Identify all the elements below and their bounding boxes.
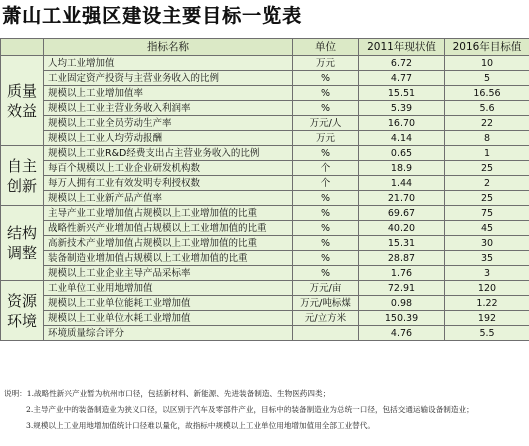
table-body <box>1 56 529 341</box>
notes <box>4 386 526 434</box>
unit-cell: % <box>293 266 359 281</box>
value-2011: 0.98 <box>359 296 445 311</box>
unit-cell: % <box>293 251 359 266</box>
value-2016: 5.6 <box>445 101 529 116</box>
value-2016: 5.5 <box>445 326 529 341</box>
unit-cell: % <box>293 206 359 221</box>
value-2011: 1.76 <box>359 266 445 281</box>
indicator-name: 每万人拥有工业有效发明专利授权数 <box>44 176 293 191</box>
table-row <box>1 86 529 101</box>
unit-cell: 万元 <box>293 131 359 146</box>
category-cell <box>1 56 44 146</box>
header-row <box>1 39 529 56</box>
table-row <box>1 101 529 116</box>
value-2011: 28.87 <box>359 251 445 266</box>
indicator-name: 每百个规模以上工业企业研发机构数 <box>44 161 293 176</box>
indicator-name: 装备制造业增加值占规模以上工业增加值的比重 <box>44 251 293 266</box>
value-2016: 16.56 <box>445 86 529 101</box>
indicator-name: 规模以上工业主营业务收入利润率 <box>44 101 293 116</box>
value-2016: 75 <box>445 206 529 221</box>
value-2016: 5 <box>445 71 529 86</box>
table-row <box>1 131 529 146</box>
value-2011: 4.76 <box>359 326 445 341</box>
value-2011: 18.9 <box>359 161 445 176</box>
category-line: 结构 <box>6 224 37 242</box>
header-2016: 2016年目标值 <box>445 39 529 56</box>
indicator-name: 规模以上工业企业主导产品采标率 <box>44 266 293 281</box>
value-2016: 120 <box>445 281 529 296</box>
unit-cell: 万元 <box>293 56 359 71</box>
unit-cell: 个 <box>293 176 359 191</box>
targets-table <box>0 38 529 341</box>
value-2016: 1.22 <box>445 296 529 311</box>
header-unit: 单位 <box>293 39 359 56</box>
value-2011: 21.70 <box>359 191 445 206</box>
value-2011: 72.91 <box>359 281 445 296</box>
value-2016: 10 <box>445 56 529 71</box>
indicator-name: 规模以上工业R&D经费支出占主营业务收入的比例 <box>44 146 293 161</box>
table-row <box>1 326 529 341</box>
page-title: 萧山工业强区建设主要目标一览表 <box>2 5 303 27</box>
value-2011: 40.20 <box>359 221 445 236</box>
value-2011: 1.44 <box>359 176 445 191</box>
unit-cell: 元/立方米 <box>293 311 359 326</box>
unit-cell: % <box>293 71 359 86</box>
value-2016: 35 <box>445 251 529 266</box>
value-2011: 16.70 <box>359 116 445 131</box>
unit-cell: 个 <box>293 161 359 176</box>
indicator-name: 规模以上工业新产品产值率 <box>44 191 293 206</box>
header-indicator: 指标名称 <box>44 39 293 56</box>
indicator-name: 主导产业工业增加值占规模以上工业增加值的比重 <box>44 206 293 221</box>
indicator-name: 规模以上工业单位水耗工业增加值 <box>44 311 293 326</box>
value-2011: 15.51 <box>359 86 445 101</box>
unit-cell: % <box>293 146 359 161</box>
category-line: 调整 <box>6 244 37 262</box>
indicator-name: 规模以上工业增加值率 <box>44 86 293 101</box>
value-2011: 150.39 <box>359 311 445 326</box>
value-2016: 1 <box>445 146 529 161</box>
unit-cell: 万元/人 <box>293 116 359 131</box>
indicator-name: 工业固定资产投资与主营业务收入的比例 <box>44 71 293 86</box>
value-2016: 30 <box>445 236 529 251</box>
value-2011: 6.72 <box>359 56 445 71</box>
value-2016: 3 <box>445 266 529 281</box>
unit-cell: % <box>293 101 359 116</box>
category-cell <box>1 146 44 206</box>
table-row <box>1 296 529 311</box>
value-2016: 25 <box>445 191 529 206</box>
table-row <box>1 116 529 131</box>
category-line: 环境 <box>6 311 37 330</box>
value-2016: 25 <box>445 161 529 176</box>
indicator-name: 战略性新兴产业增加值占规模以上工业增加值的比重 <box>44 221 293 236</box>
unit-cell: % <box>293 86 359 101</box>
note-3: 3.规模以上工业用地增加值统计口径难以量化，故指标中规模以上工业单位用地增加值用全部工业替代。 <box>26 421 375 430</box>
value-2011: 0.65 <box>359 146 445 161</box>
table-row <box>1 251 529 266</box>
table-row <box>1 176 529 191</box>
unit-cell <box>293 326 359 341</box>
note-1: 说明：1.战略性新兴产业暂为杭州市口径，包括新材料、新能源、先进装备制造、生物医药四类； <box>4 389 331 398</box>
table-row <box>1 221 529 236</box>
table-row <box>1 191 529 206</box>
category-cell <box>1 281 44 341</box>
unit-cell: % <box>293 221 359 236</box>
value-2011: 69.67 <box>359 206 445 221</box>
table-row <box>1 146 529 161</box>
table-row <box>1 206 529 221</box>
value-2016: 192 <box>445 311 529 326</box>
indicator-name: 规模以上工业人均劳动报酬 <box>44 131 293 146</box>
value-2016: 2 <box>445 176 529 191</box>
unit-cell: % <box>293 191 359 206</box>
category-line: 质量 <box>6 81 37 100</box>
value-2011: 4.77 <box>359 71 445 86</box>
value-2011: 5.39 <box>359 101 445 116</box>
indicator-name: 规模以上工业全员劳动生产率 <box>44 116 293 131</box>
unit-cell: % <box>293 236 359 251</box>
header-2011: 2011年现状值 <box>359 39 445 56</box>
category-line: 资源 <box>6 291 37 310</box>
value-2011: 15.31 <box>359 236 445 251</box>
value-2016: 45 <box>445 221 529 236</box>
indicator-name: 高新技术产业增加值占规模以上工业增加值的比重 <box>44 236 293 251</box>
table-row <box>1 161 529 176</box>
unit-cell: 万元/吨标煤 <box>293 296 359 311</box>
indicator-name: 工业单位工业用地增加值 <box>44 281 293 296</box>
table-row <box>1 281 529 296</box>
note-2: 2.主导产业中的装备制造业为狭义口径，以区别于汽车及零部件产业，目标中的装备制造业为总统一口径，包括交通运输设备制造业； <box>26 405 474 414</box>
category-line: 创新 <box>6 176 37 195</box>
table-row <box>1 56 529 71</box>
table-row <box>1 266 529 281</box>
category-line: 自主 <box>6 156 37 175</box>
header-blank <box>1 39 44 56</box>
category-line: 效益 <box>6 101 37 120</box>
table-row <box>1 236 529 251</box>
value-2016: 22 <box>445 116 529 131</box>
table-row <box>1 71 529 86</box>
value-2011: 4.14 <box>359 131 445 146</box>
indicator-name: 规模以上工业单位能耗工业增加值 <box>44 296 293 311</box>
category-cell <box>1 206 44 281</box>
unit-cell: 万元/亩 <box>293 281 359 296</box>
value-2016: 8 <box>445 131 529 146</box>
indicator-name: 环境质量综合评分 <box>44 326 293 341</box>
indicator-name: 人均工业增加值 <box>44 56 293 71</box>
table-row <box>1 311 529 326</box>
